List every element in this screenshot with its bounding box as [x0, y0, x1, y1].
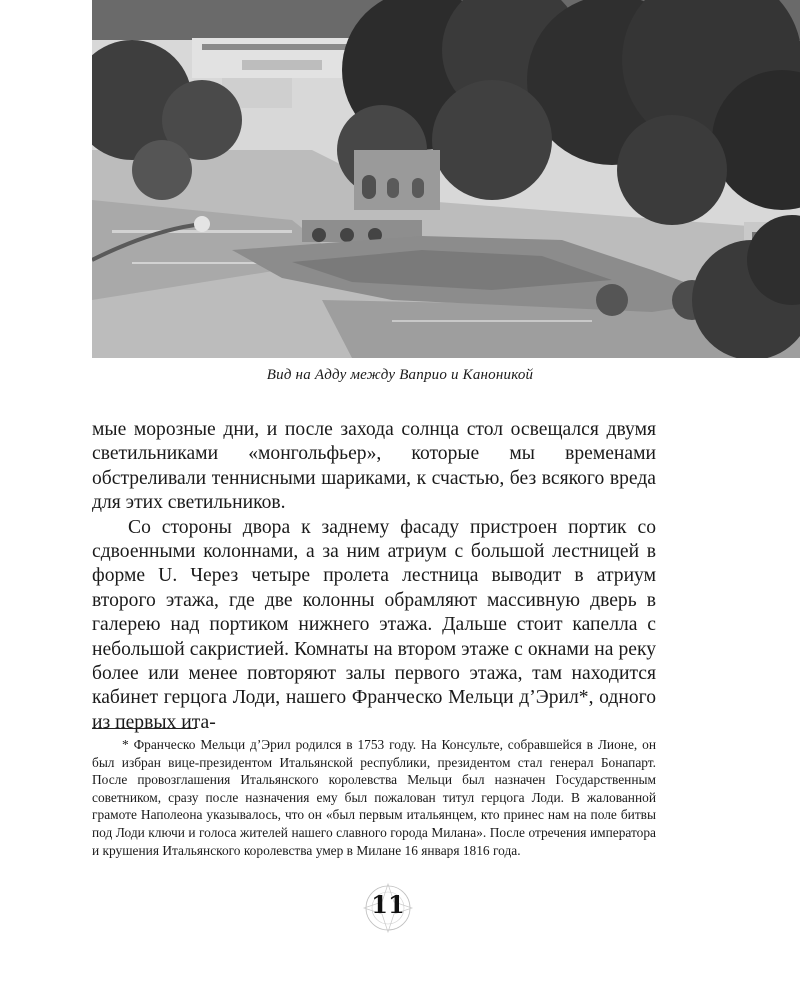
body-text — [92, 418, 656, 735]
footnote: * Франческо Мельци д’Эрил родился в 1753 году. На Консульте, собравшейся в Лионе, он был избран вице-президентом Итальянской республики, президентом стал генерал Бонапарт. После провозглашения Итальянского королевства Мельци был назначен Государственным советником, сразу после назначения ему был пожалован титул герцога Лоди. В жалованной грамоте Наполеона указывалось, что он «был первым итальянцем, кто принес нам на поле битвы под Лоди ключи и голоса жителей нашего славного города Милана». После отречения императора и крушения Итальянского королевства умер в Милане 16 января 1816 года. — [92, 737, 656, 858]
page-number-emblem — [360, 880, 416, 936]
body-paragraph-2: Со стороны двора к заднему фасаду пристроен портик со сдвоенными колоннами, а за ним атриум с большой лестницей в форме U. Через четыре пролета лестница выводит в атриум второго этажа, где две колонны обрамляют массивную дверь в галерею над портиком нижнего этажа. Дальше стоит капелла с небольшой сакристией. Комнаты на втором этаже с окнами на реку более или менее повторяют залы первого этажа, там находится кабинет герцога Лоди, нашего Франческо Мельци д’Эрил*, одного из первых ита- — [92, 516, 656, 733]
photo — [92, 0, 800, 358]
footnote-divider — [92, 728, 196, 729]
page-number: 11 — [371, 890, 405, 919]
body-paragraph-1: мые морозные дни, и после захода солнца стол освещался двумя светильниками «монгольфьер», которые мы временами обстреливали теннисными шариками, к счастью, без всякого вреда для этих светильников. — [92, 419, 656, 514]
photo-caption: Вид на Адду между Ваприо и Каноникой — [266, 367, 534, 383]
